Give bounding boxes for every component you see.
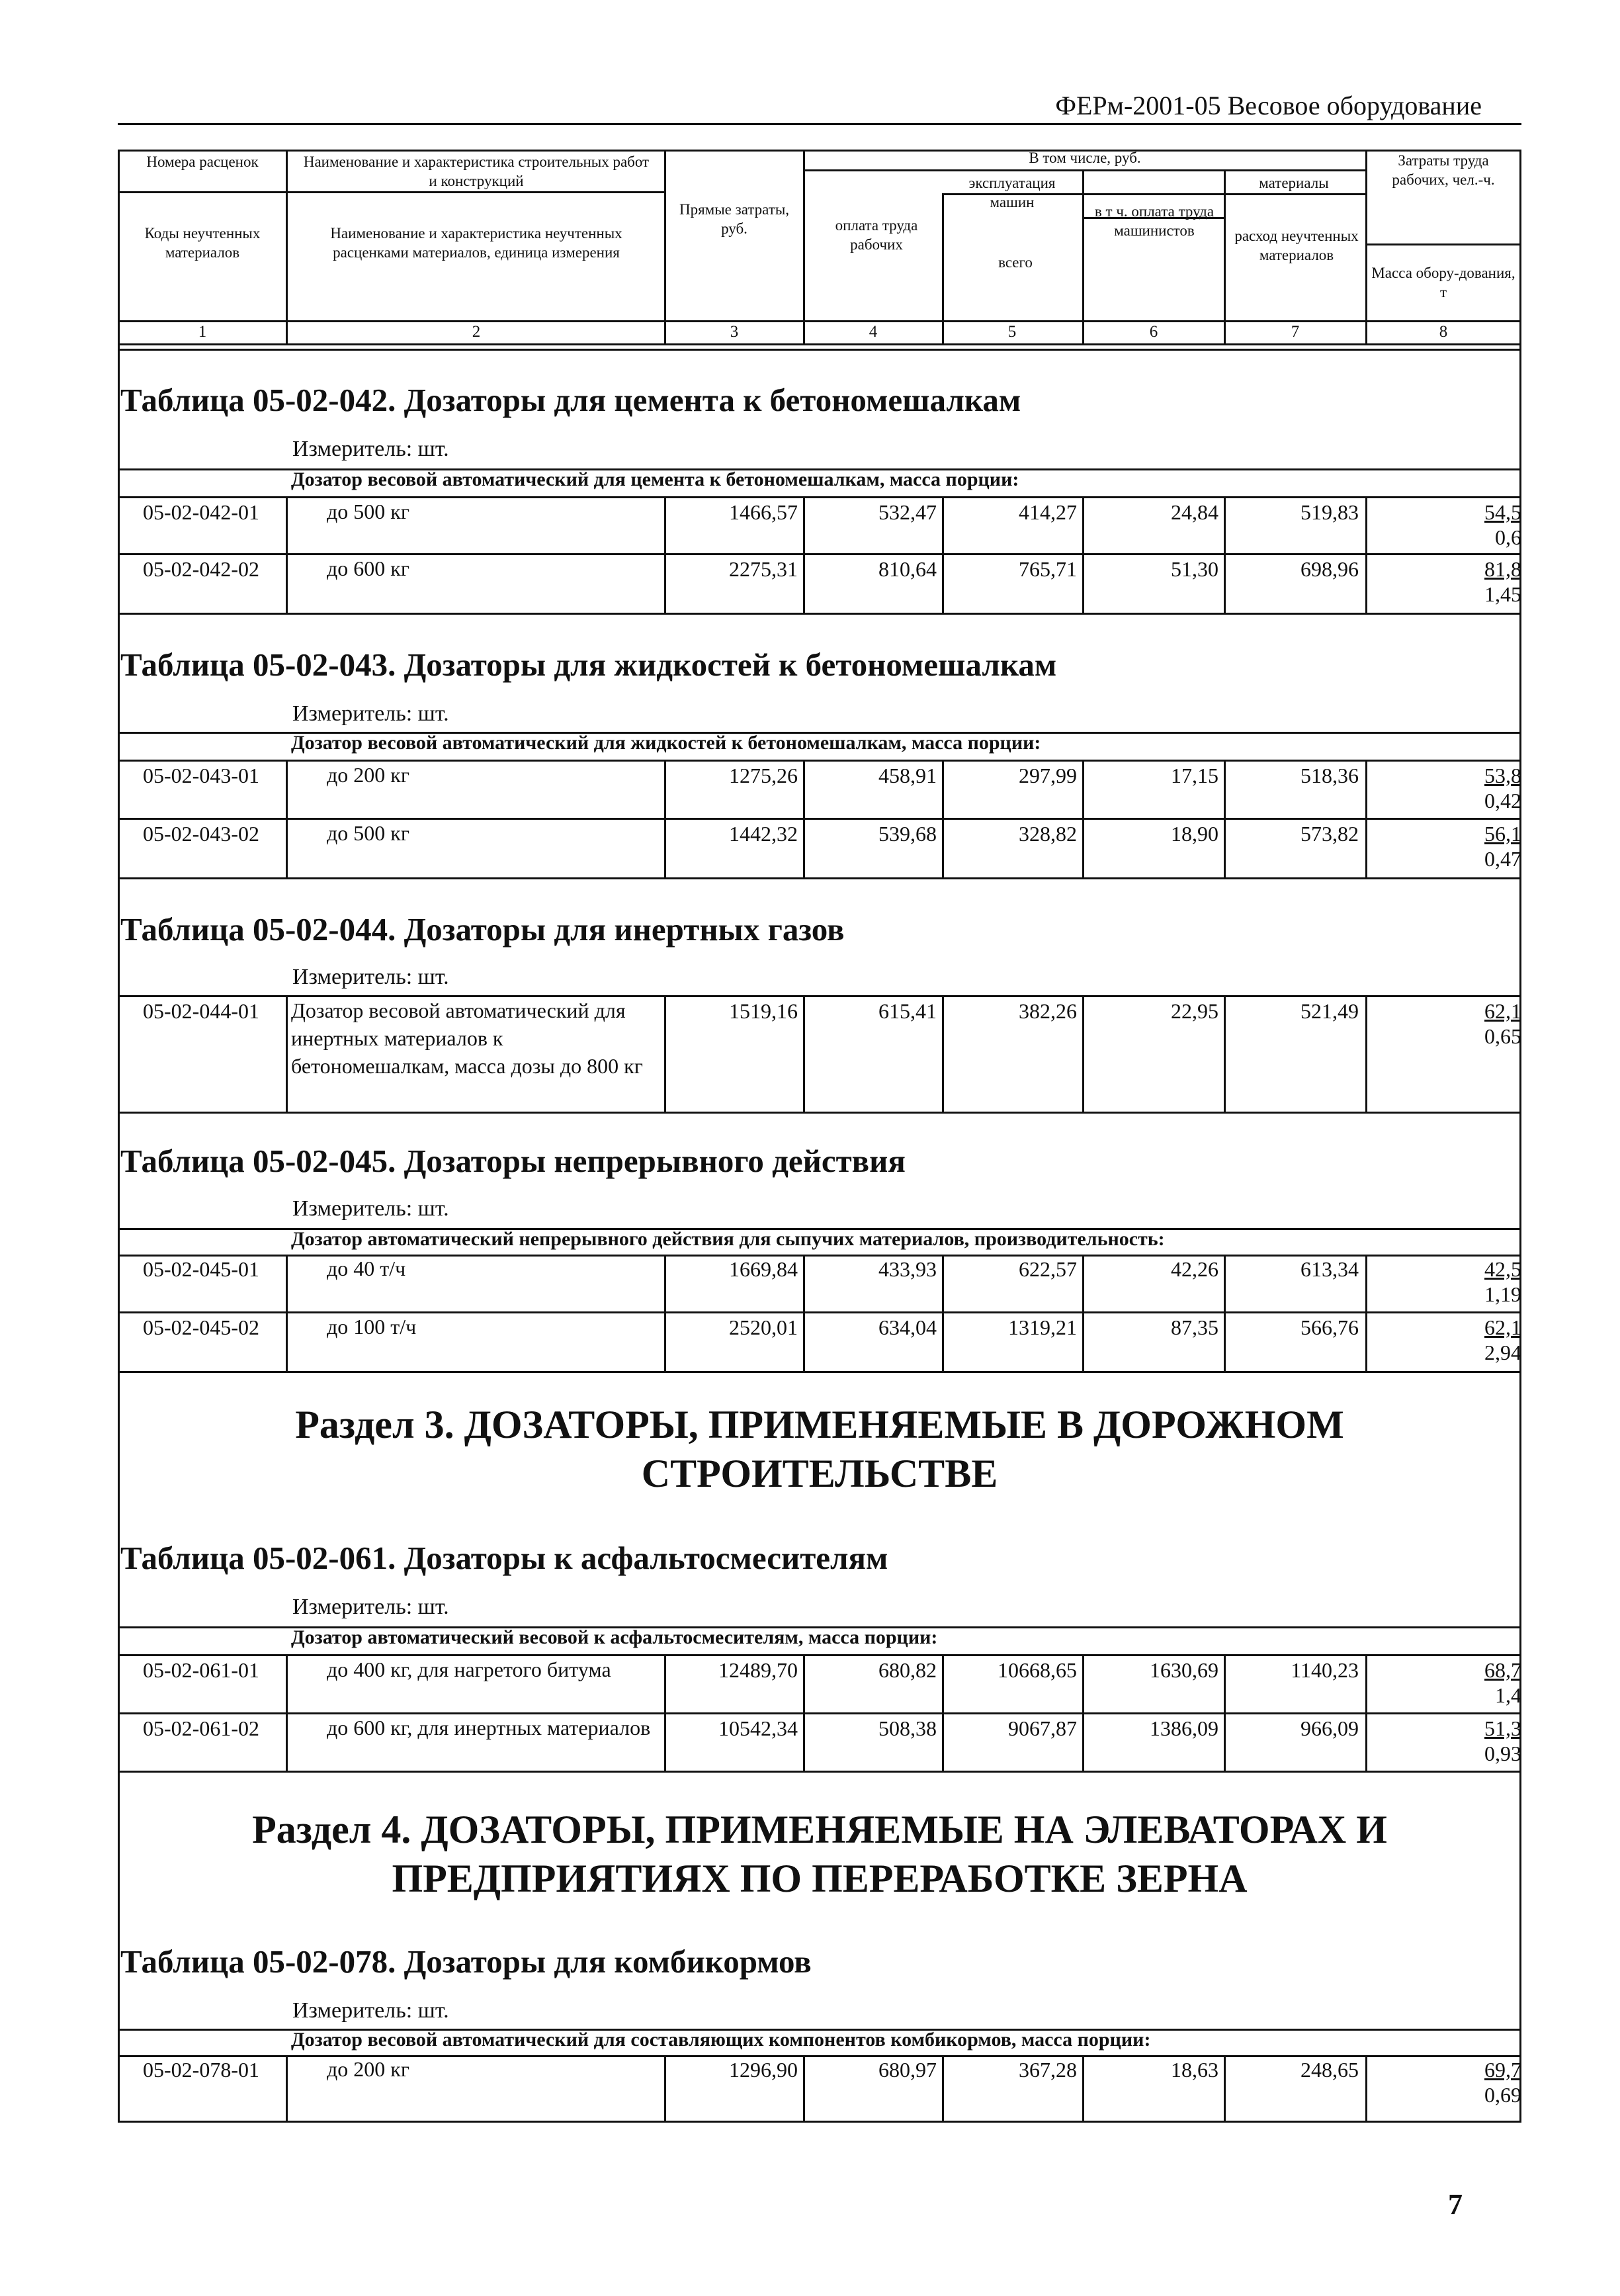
labor-pay: 532,47 <box>878 500 937 524</box>
machines-total: 382,26 <box>1019 999 1077 1023</box>
work-name: до 600 кг, для инертных материалов <box>327 1716 651 1740</box>
work-name: до 600 кг <box>327 556 409 580</box>
materials-cost: 966,09 <box>1300 1716 1359 1740</box>
direct-costs: 2275,31 <box>729 557 798 581</box>
machines-total: 10668,65 <box>998 1658 1077 1682</box>
work-name: до 500 кг <box>327 821 409 845</box>
labor-pay: 508,38 <box>878 1716 937 1740</box>
equipment-mass: 1,19 <box>1484 1282 1521 1306</box>
col-machines-total-heading: всего <box>998 254 1033 271</box>
col-machines-group-heading: эксплуатация машин <box>968 175 1056 210</box>
table-title: Таблица 05-02-078. Дозаторы для комбикормов <box>120 1943 812 1980</box>
materials-cost: 518,36 <box>1300 764 1359 787</box>
materials-cost: 698,96 <box>1300 557 1359 581</box>
running-header-title: ФЕРм-2001-05 Весовое оборудование <box>1055 91 1482 120</box>
labor-pay: 680,97 <box>878 2058 937 2082</box>
col-number-6: 6 <box>1149 323 1158 341</box>
col-number-7: 7 <box>1291 323 1300 341</box>
operators-pay: 24,84 <box>1171 500 1218 524</box>
rate-code: 05-02-043-02 <box>143 822 259 846</box>
work-name: до 100 т/ч <box>327 1315 417 1339</box>
table-description: Дозатор весовой автоматический для жидкостей к бетономешалкам, масса порции: <box>291 732 1041 754</box>
labor-hours: 69,7 <box>1484 2058 1521 2082</box>
table-description: Дозатор автоматический весовой к асфальтосмесителям, масса порции: <box>291 1626 938 1648</box>
rate-code: 05-02-045-02 <box>143 1315 259 1339</box>
direct-costs: 2520,01 <box>729 1315 798 1339</box>
direct-costs: 1669,84 <box>729 1257 798 1281</box>
table-title: Таблица 05-02-044. Дозаторы для инертных газов <box>120 911 845 948</box>
materials-cost: 248,65 <box>1300 2058 1359 2082</box>
labor-pay: 458,91 <box>878 764 937 787</box>
section-3-heading-line2: СТРОИТЕЛЬСТВЕ <box>641 1452 998 1495</box>
operators-pay: 42,26 <box>1171 1257 1218 1281</box>
table-description: Дозатор весовой автоматический для составляющих компонентов комбикормов, масса порции: <box>291 2029 1151 2051</box>
table-title: Таблица 05-02-043. Дозаторы для жидкостей к бетономешалкам <box>120 646 1057 683</box>
col-number-1: 1 <box>198 323 207 341</box>
equipment-mass: 1,45 <box>1484 582 1521 606</box>
labor-hours: 81,8 <box>1484 557 1521 581</box>
machines-total: 367,28 <box>1019 2058 1077 2082</box>
work-name: до 500 кг <box>327 500 409 523</box>
labor-hours: 62,1 <box>1484 999 1521 1023</box>
col-equipment-mass-heading: Масса обору-дования, т <box>1371 265 1515 300</box>
col-number-8: 8 <box>1439 323 1448 341</box>
operators-pay: 1630,69 <box>1150 1658 1218 1682</box>
work-name: до 400 кг, для нагретого битума <box>327 1657 611 1681</box>
work-name: до 200 кг <box>327 2057 409 2081</box>
col-material-codes-heading: Коды неучтенных материалов <box>144 225 261 261</box>
col-labor-pay-heading: оплата труда рабочих <box>835 217 918 253</box>
machines-total: 1319,21 <box>1008 1315 1077 1339</box>
col-number-2: 2 <box>472 323 481 341</box>
col-codes-heading: Номера расценок <box>146 154 259 170</box>
labor-hours: 62,1 <box>1484 1315 1521 1339</box>
direct-costs: 1275,26 <box>729 764 798 787</box>
materials-cost: 1140,23 <box>1291 1658 1359 1682</box>
table-unit: Измеритель: шт. <box>292 965 449 989</box>
col-including-heading: В том числе, руб. <box>1029 150 1141 166</box>
table-unit: Измеритель: шт. <box>292 437 449 461</box>
labor-hours: 42,5 <box>1484 1257 1521 1281</box>
equipment-mass: 2,94 <box>1484 1341 1521 1364</box>
direct-costs: 1442,32 <box>729 822 798 846</box>
direct-costs: 1519,16 <box>729 999 798 1023</box>
work-name: до 200 кг <box>327 763 409 787</box>
rate-code: 05-02-061-01 <box>143 1658 259 1682</box>
labor-pay: 810,64 <box>878 557 937 581</box>
work-name: Дозатор весовой автоматический для инертных материалов к бетономешалкам, масса дозы до 800 кг <box>291 998 643 1078</box>
rate-code: 05-02-043-01 <box>143 764 259 787</box>
direct-costs: 1296,90 <box>729 2058 798 2082</box>
section-3-heading-line1: Раздел 3. ДОЗАТОРЫ, ПРИМЕНЯЕМЫЕ В ДОРОЖНОМ <box>295 1403 1344 1446</box>
rate-code: 05-02-042-02 <box>143 557 259 581</box>
machines-total: 9067,87 <box>1008 1716 1077 1740</box>
equipment-mass: 0,42 <box>1484 789 1521 813</box>
table-title: Таблица 05-02-042. Дозаторы для цемента к бетономешалкам <box>120 382 1021 418</box>
materials-cost: 566,76 <box>1300 1315 1359 1339</box>
table-title: Таблица 05-02-045. Дозаторы непрерывного действия <box>120 1143 906 1179</box>
col-material-name-heading: Наименование и характеристика неучтенных расценками материалов, единица измерения <box>330 225 622 261</box>
operators-pay: 18,90 <box>1171 822 1218 846</box>
frame-left <box>118 150 120 2123</box>
col-direct-costs-heading: Прямые затраты, руб. <box>679 201 790 237</box>
col-name-heading: Наименование и характеристика строительных работ и конструкций <box>303 154 650 189</box>
col-number-3: 3 <box>730 323 739 341</box>
page-number: 7 <box>1448 2188 1463 2221</box>
materials-cost: 613,34 <box>1300 1257 1359 1281</box>
col-number-4: 4 <box>869 323 878 341</box>
table-description: Дозатор автоматический непрерывного действия для сыпучих материалов, производительность: <box>291 1228 1165 1250</box>
labor-hours: 53,8 <box>1484 764 1521 787</box>
equipment-mass: 0,6 <box>1495 525 1521 549</box>
frame-bottom <box>118 2121 1521 2123</box>
operators-pay: 18,63 <box>1171 2058 1218 2082</box>
materials-cost: 519,83 <box>1300 500 1359 524</box>
table-unit: Измеритель: шт. <box>292 1196 449 1221</box>
operators-pay: 87,35 <box>1171 1315 1218 1339</box>
materials-cost: 521,49 <box>1300 999 1359 1023</box>
equipment-mass: 1,4 <box>1495 1683 1521 1707</box>
rate-code: 05-02-044-01 <box>143 999 259 1023</box>
equipment-mass: 0,65 <box>1484 1024 1521 1048</box>
labor-hours: 68,7 <box>1484 1658 1521 1682</box>
machines-total: 765,71 <box>1019 557 1077 581</box>
labor-hours: 51,3 <box>1484 1716 1521 1740</box>
table-description: Дозатор весовой автоматический для цемента к бетономешалкам, масса порции: <box>291 468 1019 490</box>
equipment-mass: 0,69 <box>1484 2083 1521 2107</box>
rate-code: 05-02-045-01 <box>143 1257 259 1281</box>
labor-pay: 433,93 <box>878 1257 937 1281</box>
labor-pay: 634,04 <box>878 1315 937 1339</box>
col-operators-pay-heading: в т ч. оплата труда машинистов <box>1094 203 1215 239</box>
table-unit: Измеритель: шт. <box>292 1998 449 2023</box>
work-name: до 40 т/ч <box>327 1257 406 1280</box>
equipment-mass: 0,47 <box>1484 847 1521 871</box>
table-unit: Измеритель: шт. <box>292 701 449 726</box>
machines-total: 414,27 <box>1019 500 1077 524</box>
section-4-heading-line1: Раздел 4. ДОЗАТОРЫ, ПРИМЕНЯЕМЫЕ НА ЭЛЕВАТОРАХ И <box>252 1808 1387 1851</box>
table-unit: Измеритель: шт. <box>292 1595 449 1619</box>
section-4-heading-line2: ПРЕДПРИЯТИЯХ ПО ПЕРЕРАБОТКЕ ЗЕРНА <box>392 1857 1248 1900</box>
machines-total: 622,57 <box>1019 1257 1077 1281</box>
rate-code: 05-02-042-01 <box>143 500 259 524</box>
table-title: Таблица 05-02-061. Дозаторы к асфальтосмесителям <box>120 1540 888 1576</box>
rate-code: 05-02-061-02 <box>143 1716 259 1740</box>
rate-code: 05-02-078-01 <box>143 2058 259 2082</box>
operators-pay: 22,95 <box>1171 999 1218 1023</box>
labor-hours: 56,1 <box>1484 822 1521 846</box>
col-labor-hours-heading: Затраты труда рабочих, чел.-ч. <box>1392 152 1495 188</box>
machines-total: 297,99 <box>1019 764 1077 787</box>
labor-pay: 680,82 <box>878 1658 937 1682</box>
labor-hours: 54,5 <box>1484 500 1521 524</box>
col-material-use-heading: расход неучтенных материалов <box>1234 228 1359 263</box>
frame-right <box>1519 150 1521 2123</box>
col-number-5: 5 <box>1007 323 1017 341</box>
operators-pay: 51,30 <box>1171 557 1218 581</box>
labor-pay: 615,41 <box>878 999 937 1023</box>
labor-pay: 539,68 <box>878 822 937 846</box>
header-rule <box>118 123 1521 125</box>
materials-cost: 573,82 <box>1300 822 1359 846</box>
direct-costs: 1466,57 <box>729 500 798 524</box>
operators-pay: 17,15 <box>1171 764 1218 787</box>
direct-costs: 12489,70 <box>718 1658 798 1682</box>
machines-total: 328,82 <box>1019 822 1077 846</box>
col-materials-group-heading: материалы <box>1259 175 1329 191</box>
equipment-mass: 0,93 <box>1484 1742 1521 1765</box>
operators-pay: 1386,09 <box>1150 1716 1218 1740</box>
direct-costs: 10542,34 <box>718 1716 798 1740</box>
